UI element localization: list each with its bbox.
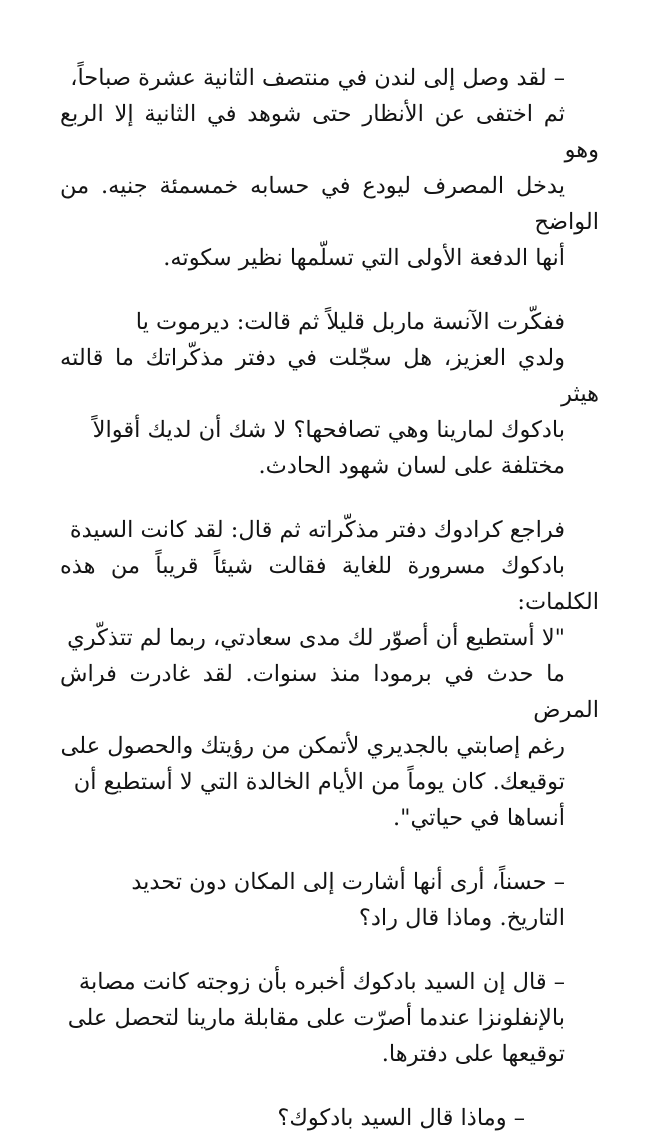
paragraph-5: [60, 964, 599, 1072]
text-line: بادكوك مسرورة للغاية فقالت شيئاً قريباً من هذه الكلمات:: [60, 553, 599, 615]
text-line: توقيعك. كان يوماً من الأيام الخالدة التي لا أستطيع أن: [73, 769, 565, 795]
text-line: رغم إصابتي بالجديري لأتمكن من رؤيتك والحصول على: [60, 733, 565, 759]
text-line: أنساها في حياتي".: [392, 805, 565, 831]
text-line: بادكوك لمارينا وهي تصافحها؟ لا شك أن لديك أقوالاً: [92, 417, 565, 443]
paragraph-1: [60, 60, 599, 276]
text-line: فراجع كرادوك دفتر مذكّراته ثم قال: لقد كانت السيدة: [69, 517, 565, 543]
paragraph-4: [60, 864, 599, 936]
paragraph-6: [60, 1100, 599, 1136]
text-line: أنها الدفعة الأولى التي تسلّمها نظير سكوته.: [163, 245, 565, 271]
text-line: توقيعها على دفترها.: [381, 1041, 565, 1067]
text-line: – لقد وصل إلى لندن في منتصف الثانية عشرة صباحاً،: [70, 65, 565, 91]
paragraph-2: [60, 304, 599, 484]
text-line: بالإنفلونزا عندما أصرّت على مقابلة مارينا لتحصل على: [67, 1005, 565, 1031]
text-line: – وماذا قال السيد بادكوك؟: [277, 1105, 525, 1131]
text-line: ثم اختفى عن الأنظار حتى شوهد في الثانية إلا الربع وهو: [60, 101, 599, 163]
text-line: – قال إن السيد بادكوك أخبره بأن زوجته كانت مصابة: [78, 969, 565, 995]
text-line: – حسناً، أرى أنها أشارت إلى المكان دون تحديد: [131, 869, 565, 895]
text-line: ولدي العزيز، هل سجّلت في دفتر مذكّراتك ما قالته هيثر: [60, 345, 599, 407]
text-line: التاريخ. وماذا قال راد؟: [358, 905, 565, 931]
text-line: مختلفة على لسان شهود الحادث.: [258, 453, 565, 479]
text-line: يدخل المصرف ليودع في حسابه خمسمئة جنيه. من الواضح: [60, 173, 599, 235]
paragraph-3: [60, 512, 599, 836]
text-line: ففكّرت الآنسة ماربل قليلاً ثم قالت: ديرموت يا: [135, 309, 565, 335]
text-line: ما حدث في برمودا منذ سنوات. لقد غادرت فراش المرض: [60, 661, 599, 723]
text-line: "لا أستطيع أن أصوّر لك مدى سعادتي، ربما لم تتذكّري: [67, 625, 565, 651]
